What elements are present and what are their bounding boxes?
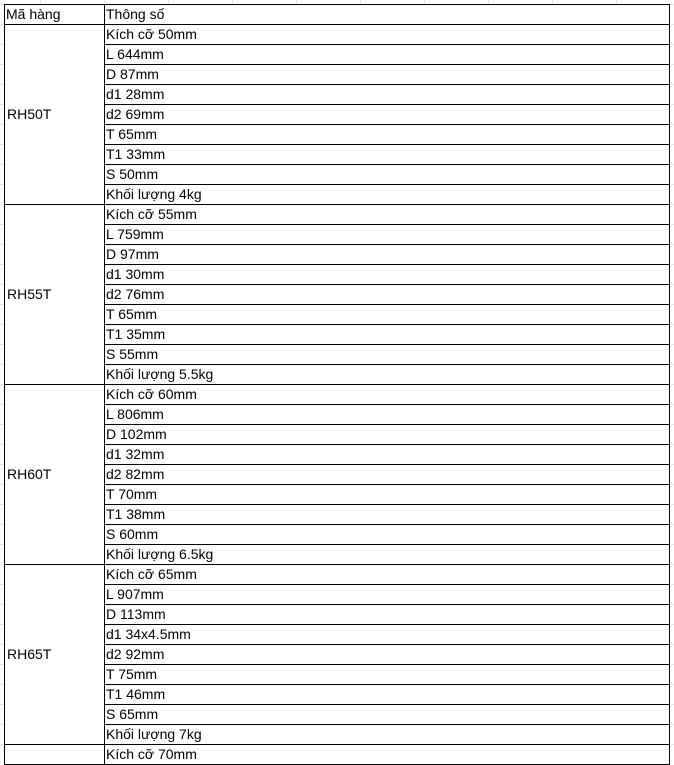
product-code-cell[interactable]: RH65T: [5, 565, 105, 745]
table-row: [5, 425, 670, 445]
spec-cell[interactable]: Khối lượng 6.5kg: [105, 545, 670, 565]
table-row: [5, 345, 670, 365]
table-row: [5, 165, 670, 185]
table-row: [5, 125, 670, 145]
table-row: [5, 225, 670, 245]
spec-cell[interactable]: Kích cỡ 55mm: [105, 205, 670, 225]
table-row: [5, 445, 670, 465]
spec-cell[interactable]: S 60mm: [105, 525, 670, 545]
spec-cell[interactable]: D 97mm: [105, 245, 670, 265]
spec-cell[interactable]: T 70mm: [105, 485, 670, 505]
spec-cell[interactable]: d1 30mm: [105, 265, 670, 285]
table-row: [5, 25, 670, 45]
spec-cell[interactable]: L 907mm: [105, 585, 670, 605]
spec-cell[interactable]: Khối lượng 4kg: [105, 185, 670, 205]
table-row: [5, 145, 670, 165]
spec-cell[interactable]: T 65mm: [105, 125, 670, 145]
header-cell-spec[interactable]: Thông số: [105, 5, 670, 25]
spec-cell[interactable]: T 75mm: [105, 665, 670, 685]
spec-cell[interactable]: Kích cỡ 60mm: [105, 385, 670, 405]
spec-cell[interactable]: d2 92mm: [105, 645, 670, 665]
table-row: [5, 465, 670, 485]
table-row: [5, 405, 670, 425]
spec-cell[interactable]: Kích cỡ 70mm: [105, 745, 670, 765]
table-row: [5, 385, 670, 405]
table-row: [5, 565, 670, 585]
table-row: [5, 185, 670, 205]
product-code-cell[interactable]: [5, 745, 105, 765]
table-row-partial: [5, 745, 670, 765]
table-row: [5, 605, 670, 625]
table-row: [5, 545, 670, 565]
table-row: [5, 365, 670, 385]
spec-cell[interactable]: D 87mm: [105, 65, 670, 85]
header-row: [5, 5, 670, 25]
spec-table: [4, 4, 670, 765]
spec-cell[interactable]: T1 35mm: [105, 325, 670, 345]
table-row: [5, 585, 670, 605]
product-code-cell[interactable]: RH50T: [5, 25, 105, 205]
table-row: [5, 665, 670, 685]
table-row: [5, 45, 670, 65]
table-row: [5, 685, 670, 705]
spec-cell[interactable]: Kích cỡ 50mm: [105, 25, 670, 45]
spec-cell[interactable]: T1 33mm: [105, 145, 670, 165]
spec-cell[interactable]: L 806mm: [105, 405, 670, 425]
spec-cell[interactable]: d2 69mm: [105, 105, 670, 125]
spec-cell[interactable]: Khối lượng 7kg: [105, 725, 670, 745]
spec-cell[interactable]: T1 46mm: [105, 685, 670, 705]
table-row: [5, 725, 670, 745]
header-cell-code[interactable]: Mã hàng: [5, 5, 105, 25]
table-row: [5, 325, 670, 345]
spec-cell[interactable]: S 50mm: [105, 165, 670, 185]
spec-cell[interactable]: D 113mm: [105, 605, 670, 625]
table-row: [5, 245, 670, 265]
spec-cell[interactable]: S 55mm: [105, 345, 670, 365]
table-row: [5, 285, 670, 305]
table-row: [5, 525, 670, 545]
table-row: [5, 305, 670, 325]
spec-cell[interactable]: d2 82mm: [105, 465, 670, 485]
spec-cell[interactable]: d1 32mm: [105, 445, 670, 465]
spec-cell[interactable]: D 102mm: [105, 425, 670, 445]
spec-cell[interactable]: d1 34x4.5mm: [105, 625, 670, 645]
table-row: [5, 205, 670, 225]
table-row: [5, 505, 670, 525]
table-row: [5, 265, 670, 285]
product-code-cell[interactable]: RH60T: [5, 385, 105, 565]
product-code-cell[interactable]: RH55T: [5, 205, 105, 385]
table-row: [5, 105, 670, 125]
table-row: [5, 65, 670, 85]
spec-cell[interactable]: T 65mm: [105, 305, 670, 325]
spec-cell[interactable]: T1 38mm: [105, 505, 670, 525]
table-row: [5, 645, 670, 665]
spec-cell[interactable]: L 759mm: [105, 225, 670, 245]
table-row: [5, 625, 670, 645]
spec-cell[interactable]: S 65mm: [105, 705, 670, 725]
spec-cell[interactable]: d1 28mm: [105, 85, 670, 105]
table-row: [5, 705, 670, 725]
spec-cell[interactable]: L 644mm: [105, 45, 670, 65]
table-row: [5, 85, 670, 105]
spec-table-body: [5, 5, 670, 765]
table-row: [5, 485, 670, 505]
spec-cell[interactable]: d2 76mm: [105, 285, 670, 305]
spec-cell[interactable]: Khối lượng 5.5kg: [105, 365, 670, 385]
spec-cell[interactable]: Kích cỡ 65mm: [105, 565, 670, 585]
